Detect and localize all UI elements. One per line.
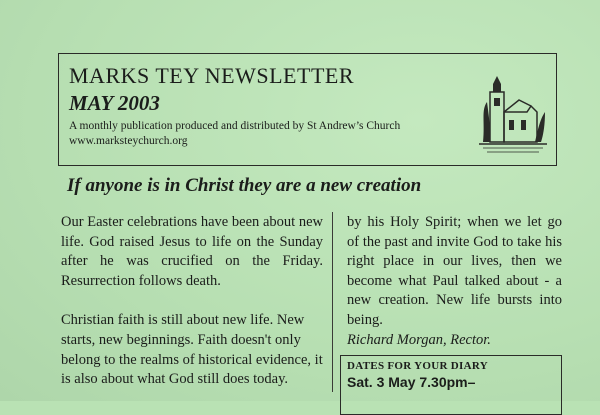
article-right-column: [347, 213, 562, 350]
church-illustration-icon: [479, 62, 547, 158]
article-paragraph-1: Our Easter celebrations have been about new life. God raised Jesus to life on the Sunday after he was crucified on the Friday. Resurrection follows death.: [61, 214, 323, 289]
article-paragraph-3: by his Holy Spirit; when we let go of the past and invite God to take his right place in our lives, then we become what Paul talked about - a new creation. New life bursts into being.: [347, 214, 562, 328]
newsletter-title: MARKS TEY NEWSLETTER: [69, 63, 354, 88]
issue-date: MAY 2003: [69, 91, 160, 115]
church-website-url: www.marksteychurch.org: [69, 135, 188, 147]
masthead-box: [58, 53, 557, 166]
column-divider: [332, 212, 333, 392]
article-headline: If anyone is in Christ they are a new creation: [67, 175, 422, 196]
diary-title: DATES FOR YOUR DIARY: [347, 360, 488, 372]
article-left-column: [61, 213, 323, 410]
diary-box: [340, 355, 562, 415]
article-paragraph-2: Christian faith is still about new life. New starts, new beginnings. Faith doesn't only belong to the realms of historical evidence, it is also about what God still does today.: [61, 312, 323, 388]
author-signature: Richard Morgan, Rector.: [347, 331, 491, 348]
publication-subtitle: A monthly publication produced and distributed by St Andrew’s Church: [69, 120, 401, 132]
diary-item: Sat. 3 May 7.30pm–: [347, 374, 476, 390]
